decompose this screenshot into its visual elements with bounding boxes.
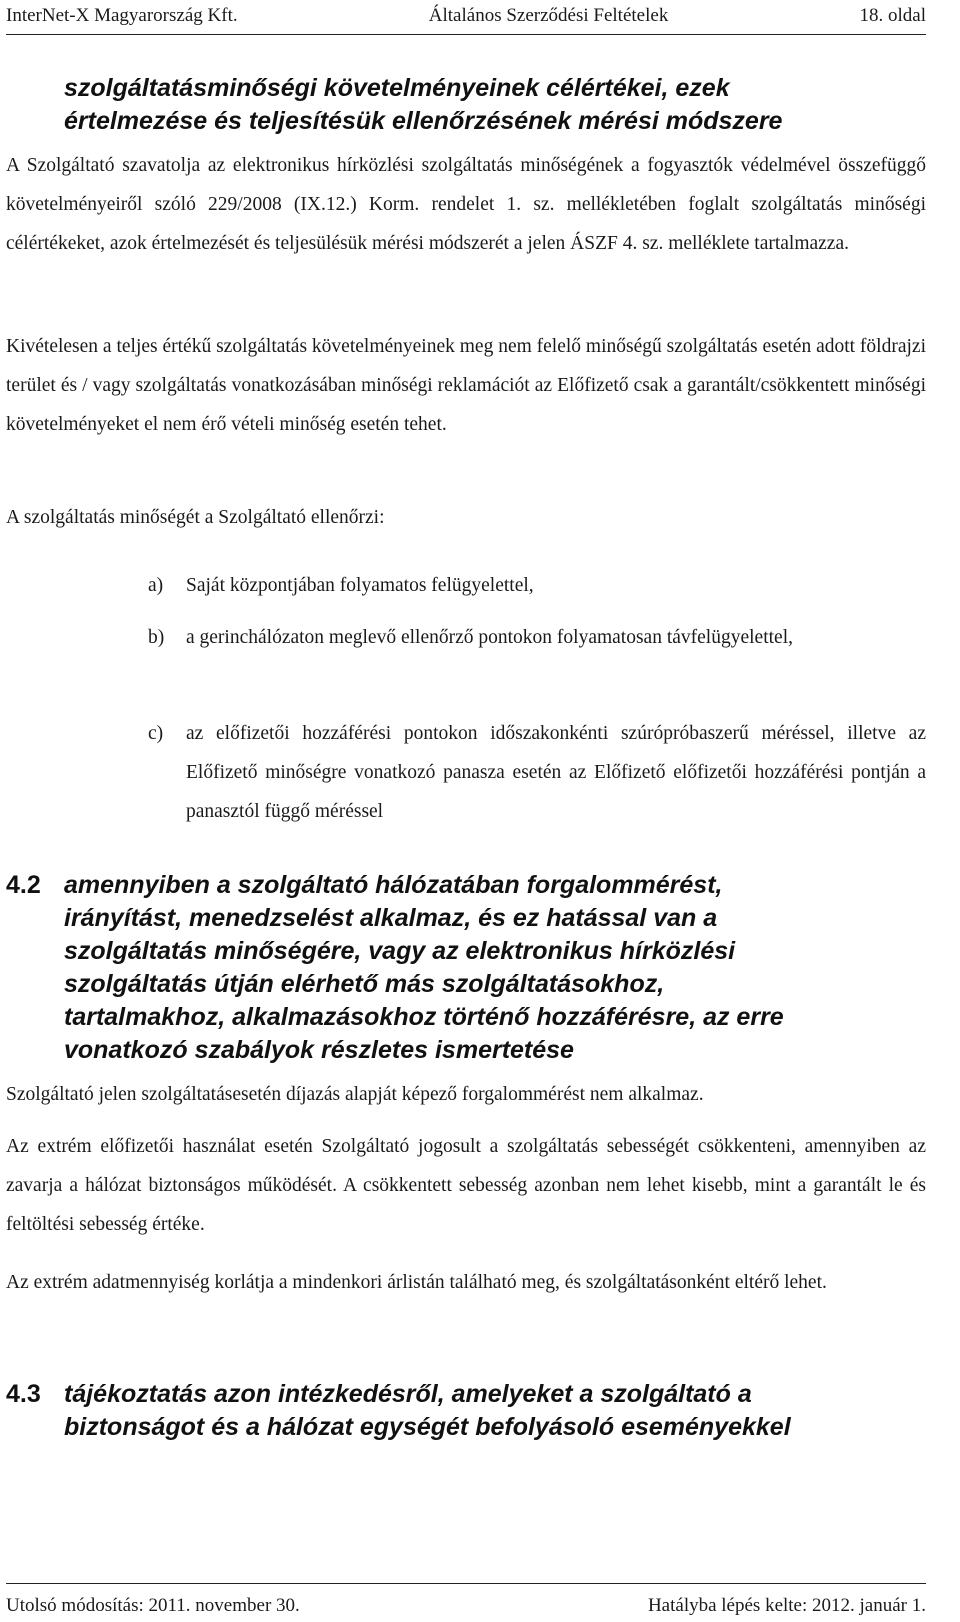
header-company: InterNet-X Magyarország Kft. — [6, 5, 238, 26]
footer-last-modified: Utolsó módosítás: 2011. november 30. — [6, 1595, 300, 1616]
section-heading-4-2 — [0, 869, 926, 1067]
heading-line: vonatkozó szabályok részletes ismertetése — [64, 1036, 574, 1064]
list-text: a gerinchálózaton meglevő ellenőrző pontokon folyamatosan távfelügyelettel, — [186, 627, 793, 648]
page-footer — [6, 1583, 926, 1618]
section-heading-4-3 — [0, 1378, 926, 1444]
heading-line: szolgáltatásminőségi követelményeinek célértékei, ezek — [64, 74, 730, 102]
list-text: az előfizetői hozzáférési pontokon időszakonkénti szúrópróbaszerű méréssel, illetve az Előfizető minőségre vonatkozó panasza esetén az Előfizető előfizetői hozzáférési pontján a panasztól függő méréssel — [186, 723, 926, 822]
paragraph-extreme-usage: Az extrém előfizetői használat esetén Szolgáltató jogosult a szolgáltatás sebességét csökkenteni, amennyiben az zavarja a hálózat biztonságos működését. A csökkentett sebesség azonban nem lehet kisebb, mint a garantált le és feltöltési sebesség értéke. — [6, 1136, 926, 1235]
paragraph-control-intro: A szolgáltatás minőségét a Szolgáltató ellenőrzi: — [6, 507, 385, 528]
paragraph-exception: Kivételesen a teljes értékű szolgáltatás követelményeinek meg nem felelő minőségű szolgáltatás esetén adott földrajzi terület és / vagy szolgáltatás vonatkozásában minőségi reklamációt az Előfizető csak a garantált/csökkentett minőségi követelményeket el nem érő vételi minőség esetén tehet. — [6, 336, 926, 435]
heading-line: irányítást, menedzselést alkalmaz, és ez hatással van a — [64, 904, 718, 932]
paragraph-quality-targets: A Szolgáltató szavatolja az elektronikus hírközlési szolgáltatás minőségének a fogyasztók védelmével összefüggő követelményeiről szóló 229/2008 (IX.12.) Korm. rendelet 1. sz. mellékletében foglalt szolgáltatás minőségi célértékeket, azok értelmezését és teljesülésük mérési módszerét a jelen ÁSZF 4. sz. melléklete tartalmazza. — [6, 155, 926, 254]
heading-line: amennyiben a szolgáltató hálózatában forgalommérést, — [64, 871, 723, 899]
heading-line: biztonságot és a hálózat egységét befolyásoló eseményekkel — [64, 1413, 791, 1441]
footer-effective-date: Hatályba lépés kelte: 2012. január 1. — [647, 1595, 926, 1616]
list-item — [148, 618, 926, 657]
list-item — [148, 566, 926, 605]
list-text: Saját központjában folyamatos felügyelettel, — [186, 575, 534, 596]
list-item — [148, 714, 926, 831]
heading-line: tájékoztatás azon intézkedésről, amelyeket a szolgáltató a — [64, 1380, 752, 1408]
paragraph-traffic-measurement: Szolgáltató jelen szolgáltatásesetén díjazás alapját képező forgalommérést nem alkalmaz. — [6, 1084, 704, 1105]
list-marker: a) — [148, 575, 164, 596]
heading-line: szolgáltatás minőségére, vagy az elektronikus hírközlési — [64, 937, 736, 965]
paragraph-data-limit: Az extrém adatmennyiség korlátja a mindenkori árlistán található meg, és szolgáltatásonként eltérő lehet. — [6, 1272, 827, 1293]
list-marker: b) — [148, 627, 165, 648]
list-marker: c) — [148, 723, 164, 744]
header-page-number: 18. oldal — [859, 5, 926, 26]
page-header — [6, 4, 926, 35]
section-number: 4.2 — [6, 871, 41, 899]
header-doc-title: Általános Szerződési Feltételek — [428, 5, 669, 26]
heading-line: értelmezése és teljesítésük ellenőrzésének mérési módszere — [64, 107, 783, 135]
section-number: 4.3 — [6, 1380, 41, 1408]
heading-line: tartalmakhoz, alkalmazásokhoz történő hozzáférésre, az erre — [64, 1003, 784, 1031]
heading-line: szolgáltatás útján elérhető más szolgáltatásokhoz, — [64, 970, 665, 998]
section-heading-continued — [64, 72, 926, 138]
